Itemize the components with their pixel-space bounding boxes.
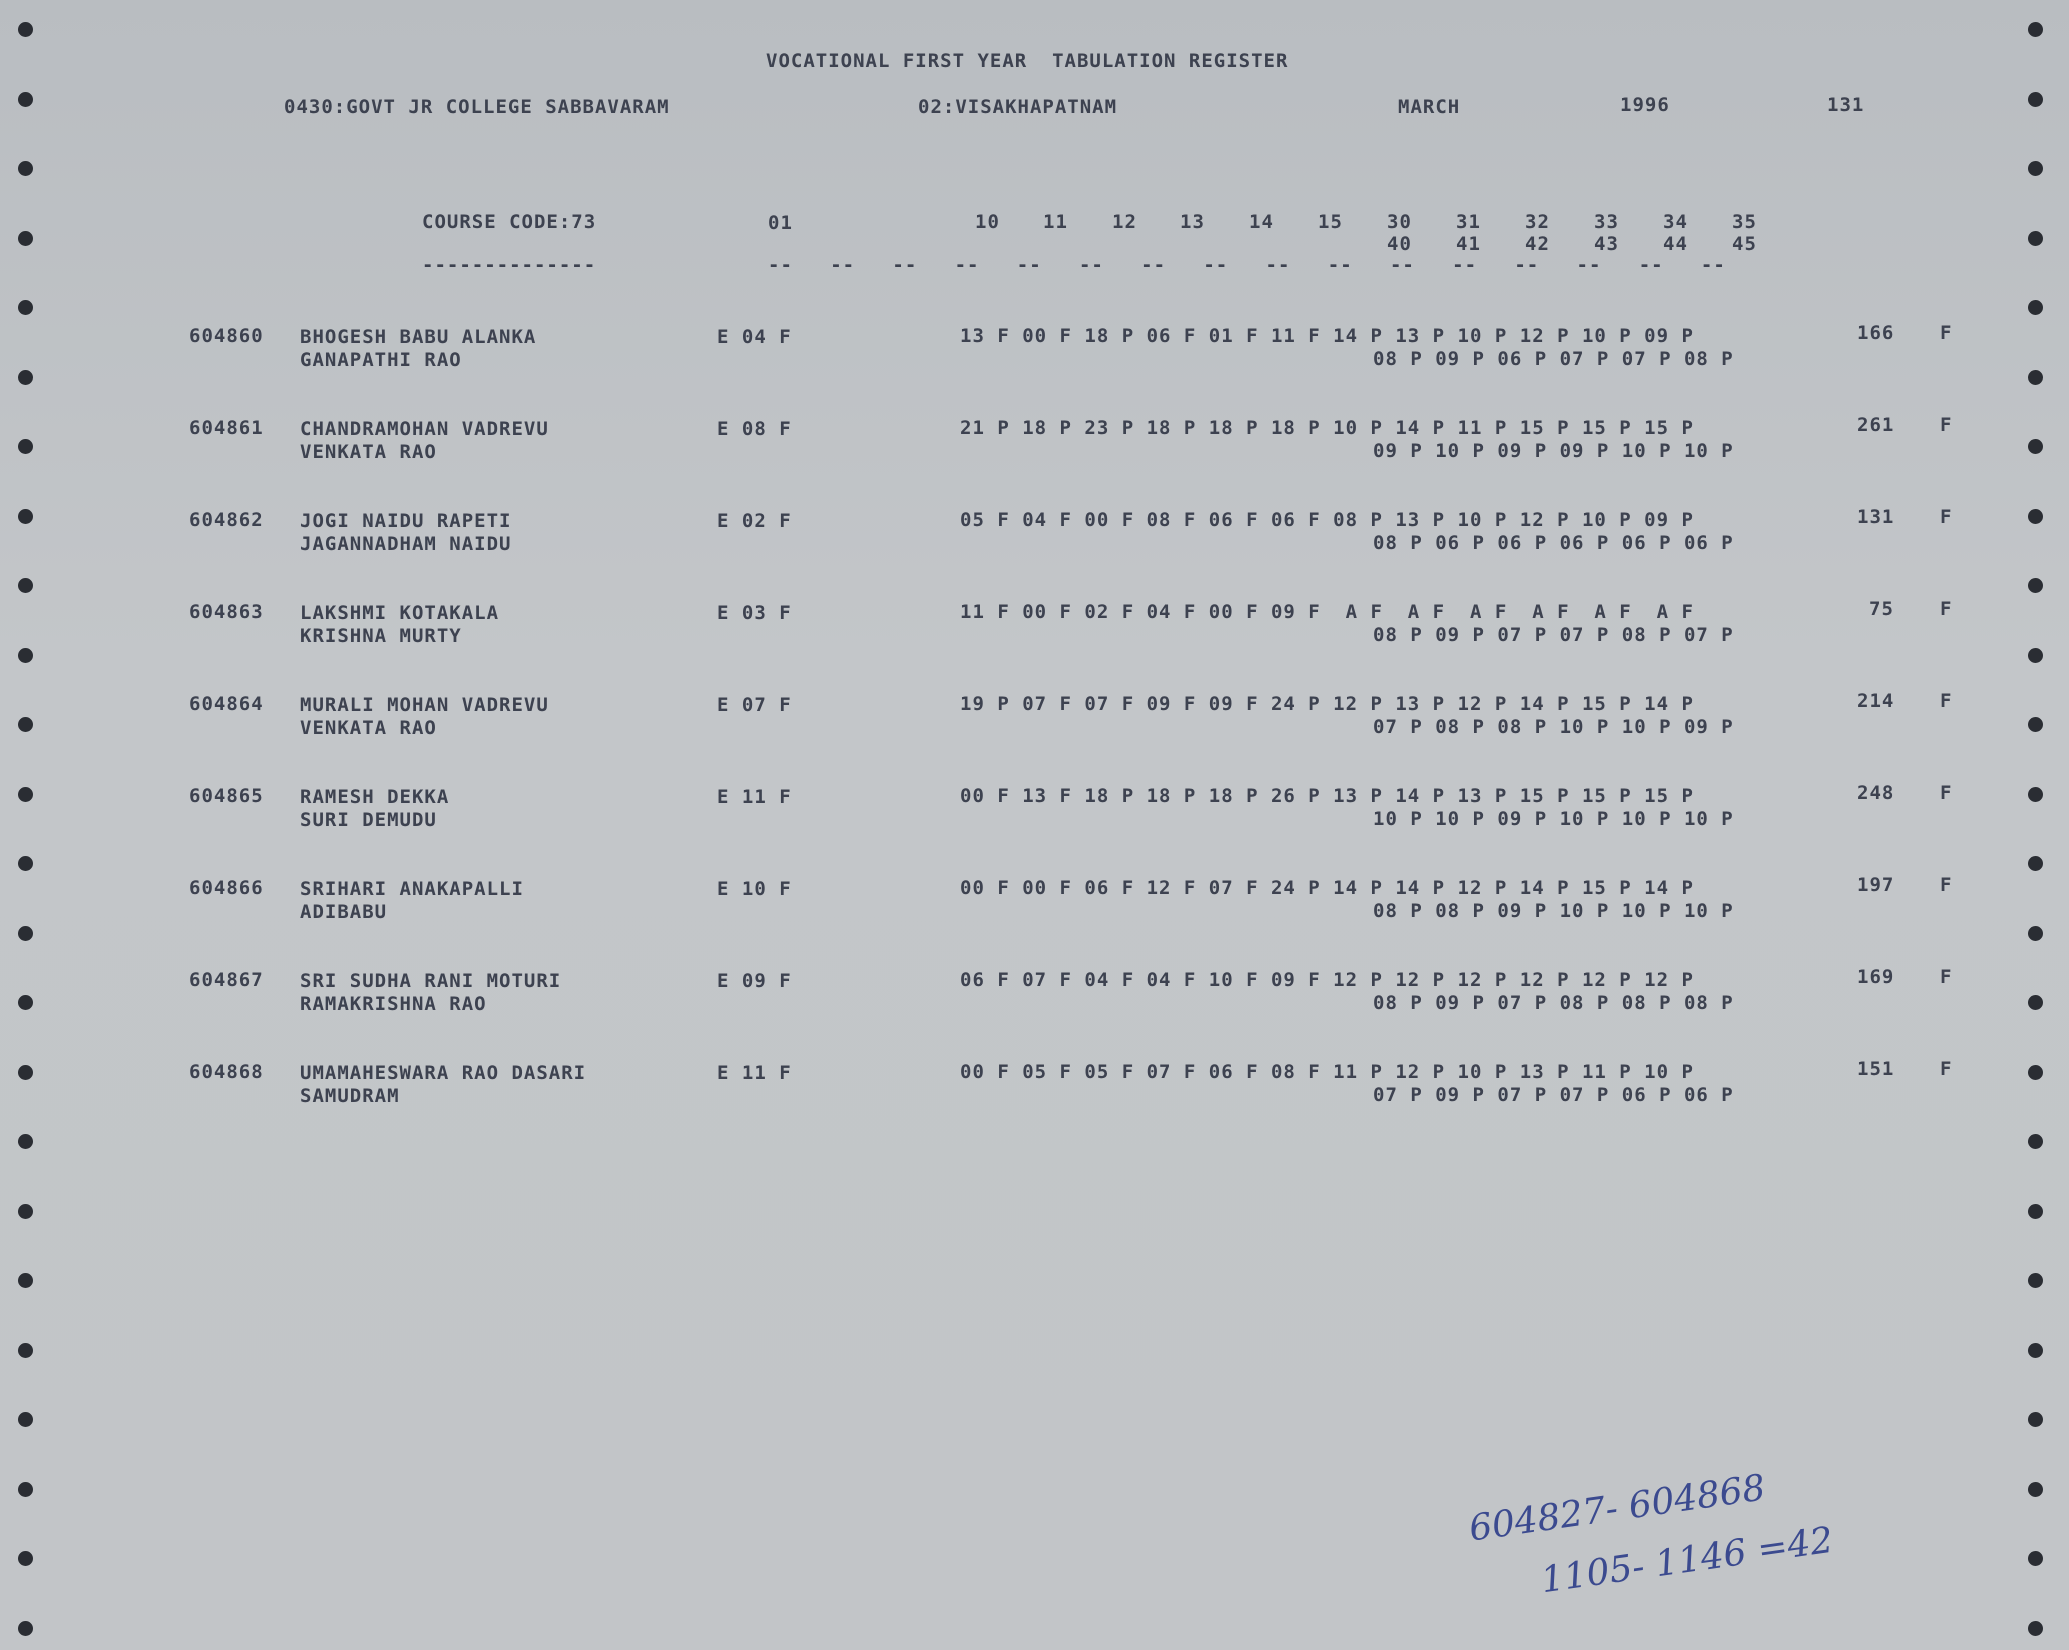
marks-row-1: 06 F 07 F 04 F 04 F 10 F 09 F 12 P 12 P 12 P 12 P 12 P 12 P: [960, 969, 1694, 991]
total-marks: 166: [1857, 322, 1895, 344]
father-name: GANAPATHI RAO: [300, 349, 462, 371]
col-10: 10: [975, 211, 1000, 233]
right-tractor-holes: [2018, 0, 2058, 1650]
tractor-hole: [18, 22, 33, 37]
result: F: [1940, 690, 1953, 712]
tractor-hole: [2028, 300, 2043, 315]
header-rule-name: --------------: [422, 254, 597, 276]
tractor-hole: [18, 1482, 33, 1497]
marks-row-1: 00 F 05 F 05 F 07 F 06 F 08 F 11 P 12 P 10 P 13 P 11 P 10 P: [960, 1061, 1694, 1083]
e-column: E 04 F: [717, 326, 792, 348]
col-35: 35: [1732, 211, 1757, 233]
hall-ticket-number: 604864: [189, 693, 264, 715]
marks-row-2: 08 P 09 P 07 P 07 P 08 P 07 P: [1373, 624, 1734, 646]
col-13: 13: [1180, 211, 1205, 233]
candidate-name: BHOGESH BABU ALANKA: [300, 326, 537, 348]
tractor-hole: [2028, 856, 2043, 871]
handwritten-count: 1105- 1146 =42: [1538, 1519, 1836, 1602]
marks-row-2: 08 P 09 P 07 P 08 P 08 P 08 P: [1373, 992, 1734, 1014]
hall-ticket-number: 604863: [189, 601, 264, 623]
col-30: 30: [1387, 211, 1412, 233]
tractor-hole: [2028, 439, 2043, 454]
tractor-hole: [2028, 92, 2043, 107]
candidate-name: RAMESH DEKKA: [300, 786, 450, 808]
col-31: 31: [1456, 211, 1481, 233]
col-14: 14: [1249, 211, 1274, 233]
father-name: RAMAKRISHNA RAO: [300, 993, 487, 1015]
marks-row-1: 19 P 07 F 07 F 09 F 09 F 24 P 12 P 13 P 12 P 14 P 15 P 14 P: [960, 693, 1694, 715]
hall-ticket-number: 604860: [189, 325, 264, 347]
total-marks: 261: [1857, 414, 1895, 436]
marks-row-1: 11 F 00 F 02 F 04 F 00 F 09 F A F A F A F A F A F A F: [960, 601, 1694, 623]
tractor-hole: [18, 1621, 33, 1636]
father-name: JAGANNADHAM NAIDU: [300, 533, 512, 555]
tractor-hole: [18, 92, 33, 107]
tractor-hole: [2028, 926, 2043, 941]
tractor-hole: [18, 1204, 33, 1219]
tractor-hole: [2028, 1134, 2043, 1149]
tractor-hole: [2028, 1343, 2043, 1358]
candidate-name: JOGI NAIDU RAPETI: [300, 510, 512, 532]
e-column: E 03 F: [717, 602, 792, 624]
col-12: 12: [1112, 211, 1137, 233]
marks-row-2: 10 P 10 P 09 P 10 P 10 P 10 P: [1373, 808, 1734, 830]
col-45: 45: [1732, 233, 1757, 255]
col-01: 01: [768, 212, 793, 234]
father-name: KRISHNA MURTY: [300, 625, 462, 647]
tractor-hole: [18, 161, 33, 176]
tractor-hole: [2028, 578, 2043, 593]
marks-row-2: 08 P 06 P 06 P 06 P 06 P 06 P: [1373, 532, 1734, 554]
tractor-hole: [2028, 1621, 2043, 1636]
result: F: [1940, 414, 1953, 436]
candidate-name: SRI SUDHA RANI MOTURI: [300, 970, 562, 992]
tractor-hole: [18, 1273, 33, 1288]
result: F: [1940, 966, 1953, 988]
col-44: 44: [1663, 233, 1688, 255]
tractor-hole: [18, 300, 33, 315]
marks-row-2: 08 P 09 P 06 P 07 P 07 P 08 P: [1373, 348, 1734, 370]
result: F: [1940, 598, 1953, 620]
candidate-name: LAKSHMI KOTAKALA: [300, 602, 500, 624]
total-marks: 214: [1857, 690, 1895, 712]
total-marks: 169: [1857, 966, 1895, 988]
total-marks: 197: [1857, 874, 1895, 896]
result: F: [1940, 782, 1953, 804]
register-title: VOCATIONAL FIRST YEAR TABULATION REGISTER: [766, 50, 1289, 72]
hall-ticket-number: 604866: [189, 877, 264, 899]
tractor-hole: [2028, 1551, 2043, 1566]
col-43: 43: [1594, 233, 1619, 255]
col-34: 34: [1663, 211, 1688, 233]
col-15: 15: [1318, 211, 1343, 233]
tractor-hole: [18, 1551, 33, 1566]
tractor-hole: [18, 926, 33, 941]
tractor-hole: [18, 231, 33, 246]
marks-row-1: 05 F 04 F 00 F 08 F 06 F 06 F 08 P 13 P 10 P 12 P 10 P 09 P: [960, 509, 1694, 531]
marks-row-2: 07 P 08 P 08 P 10 P 10 P 09 P: [1373, 716, 1734, 738]
hall-ticket-number: 604867: [189, 969, 264, 991]
tractor-hole: [2028, 1065, 2043, 1080]
marks-row-1: 00 F 00 F 06 F 12 F 07 F 24 P 14 P 14 P 12 P 14 P 15 P 14 P: [960, 877, 1694, 899]
district-name: 02:VISAKHAPATNAM: [918, 96, 1118, 118]
candidate-name: MURALI MOHAN VADREVU: [300, 694, 549, 716]
hall-ticket-number: 604861: [189, 417, 264, 439]
tractor-hole: [2028, 648, 2043, 663]
tractor-hole: [2028, 509, 2043, 524]
tractor-hole: [2028, 22, 2043, 37]
course-code: COURSE CODE:73: [422, 211, 597, 233]
marks-row-2: 08 P 08 P 09 P 10 P 10 P 10 P: [1373, 900, 1734, 922]
hall-ticket-number: 604862: [189, 509, 264, 531]
total-marks: 248: [1857, 782, 1895, 804]
e-column: E 11 F: [717, 1062, 792, 1084]
tractor-hole: [18, 787, 33, 802]
col-42: 42: [1525, 233, 1550, 255]
tractor-hole: [2028, 1412, 2043, 1427]
page-number: 131: [1827, 94, 1865, 116]
tractor-hole: [2028, 787, 2043, 802]
total-marks: 131: [1857, 506, 1895, 528]
tractor-hole: [18, 1343, 33, 1358]
tractor-hole: [2028, 231, 2043, 246]
result: F: [1940, 874, 1953, 896]
e-column: E 07 F: [717, 694, 792, 716]
marks-row-1: 13 F 00 F 18 P 06 F 01 F 11 F 14 P 13 P 10 P 12 P 10 P 09 P: [960, 325, 1694, 347]
total-marks: 75: [1869, 598, 1894, 620]
marks-row-1: 00 F 13 F 18 P 18 P 18 P 26 P 13 P 14 P 13 P 15 P 15 P 15 P: [960, 785, 1694, 807]
candidate-name: UMAMAHESWARA RAO DASARI: [300, 1062, 587, 1084]
tractor-hole: [18, 578, 33, 593]
tractor-hole: [2028, 1204, 2043, 1219]
col-40: 40: [1387, 233, 1412, 255]
e-column: E 09 F: [717, 970, 792, 992]
candidate-name: SRIHARI ANAKAPALLI: [300, 878, 524, 900]
e-column: E 08 F: [717, 418, 792, 440]
father-name: SURI DEMUDU: [300, 809, 437, 831]
tractor-hole: [2028, 1482, 2043, 1497]
handwritten-range: 604827- 604868: [1466, 1467, 1768, 1550]
result: F: [1940, 1058, 1953, 1080]
tractor-hole: [2028, 370, 2043, 385]
marks-row-1: 21 P 18 P 23 P 18 P 18 P 18 P 10 P 14 P 11 P 15 P 15 P 15 P: [960, 417, 1694, 439]
tractor-hole: [18, 1065, 33, 1080]
exam-month: MARCH: [1398, 96, 1461, 118]
tractor-hole: [18, 856, 33, 871]
col-41: 41: [1456, 233, 1481, 255]
header-rule-marks: -- -- -- -- -- -- -- -- -- -- -- -- -- -- -- --: [768, 254, 1726, 276]
candidate-name: CHANDRAMOHAN VADREVU: [300, 418, 549, 440]
marks-row-2: 07 P 09 P 07 P 07 P 06 P 06 P: [1373, 1084, 1734, 1106]
tractor-hole: [2028, 717, 2043, 732]
tractor-hole: [18, 509, 33, 524]
college-name: 0430:GOVT JR COLLEGE SABBAVARAM: [284, 96, 670, 118]
tractor-hole: [2028, 1273, 2043, 1288]
col-32: 32: [1525, 211, 1550, 233]
tractor-hole: [18, 995, 33, 1010]
exam-year: 1996: [1620, 94, 1670, 116]
father-name: VENKATA RAO: [300, 441, 437, 463]
tractor-hole: [18, 439, 33, 454]
total-marks: 151: [1857, 1058, 1895, 1080]
tractor-hole: [18, 1134, 33, 1149]
tractor-hole: [18, 717, 33, 732]
hall-ticket-number: 604865: [189, 785, 264, 807]
father-name: ADIBABU: [300, 901, 388, 923]
tractor-hole: [18, 370, 33, 385]
marks-row-2: 09 P 10 P 09 P 09 P 10 P 10 P: [1373, 440, 1734, 462]
father-name: SAMUDRAM: [300, 1085, 400, 1107]
result: F: [1940, 322, 1953, 344]
tractor-hole: [18, 648, 33, 663]
col-11: 11: [1043, 211, 1068, 233]
hall-ticket-number: 604868: [189, 1061, 264, 1083]
result: F: [1940, 506, 1953, 528]
tractor-hole: [2028, 161, 2043, 176]
e-column: E 02 F: [717, 510, 792, 532]
left-tractor-holes: [8, 0, 48, 1650]
e-column: E 11 F: [717, 786, 792, 808]
tractor-hole: [18, 1412, 33, 1427]
col-33: 33: [1594, 211, 1619, 233]
tractor-hole: [2028, 995, 2043, 1010]
e-column: E 10 F: [717, 878, 792, 900]
father-name: VENKATA RAO: [300, 717, 437, 739]
